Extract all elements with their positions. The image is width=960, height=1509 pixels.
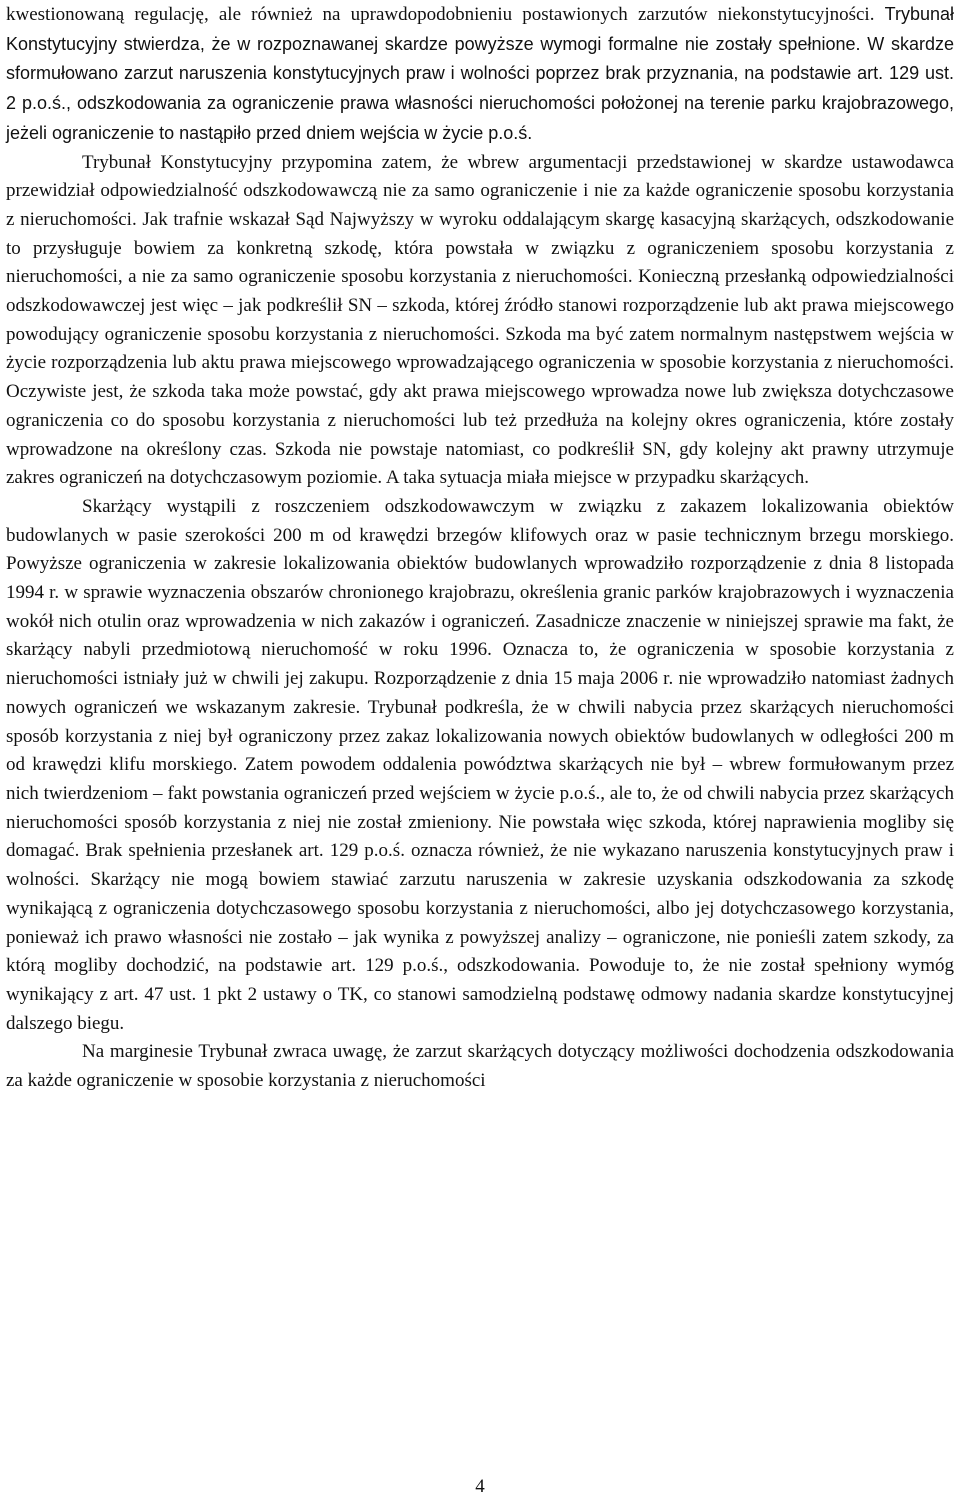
paragraph-3: Skarżący wystąpili z roszczeniem odszkodowawczym w związku z zakazem lokalizowania obiektów budowlanych w pasie szerokości 200 m od krawędzi brzegów klifowych oraz w pasie technicznym brzegu morskiego. Powyższe ograniczenia w zakresie lokalizowania obiektów budowlanych wprowadziło rozporządzenie z dnia 8 listopada 1994 r. w sprawie wyznaczenia obszarów chronionego krajobrazu, określenia granic parków krajobrazowych i wyznaczenia wokół nich otulin oraz wprowadzenia w nich zakazów i ograniczeń. Zasadnicze znaczenie w niniejszej sprawie ma fakt, że skarżący nabyli przedmiotową nieruchomość w roku 1996. Oznacza to, że ograniczenia w sposobie korzystania z nieruchomości istniały już w chwili jej zakupu. Rozporządzenie z dnia 15 maja 2006 r. nie wprowadziło natomiast żadnych nowych ograniczeń we wskazanym zakresie. Trybunał podkreśla, że w chwili nabycia przez skarżących nieruchomości sposób korzystania z niej był ograniczony przez zakaz lokalizowania nowych obiektów budowlanych w odległości 200 m od krawędzi klifu morskiego. Zatem powodem oddalenia powództwa skarżących nie był – wbrew formułowanym przez nich twierdzeniom – fakt powstania ograniczeń przed wejściem w życie p.o.ś., ale to, że od chwili nabycia przez skarżących nieruchomości sposób korzystania z niej nie został zmieniony. Nie powstała więc szkoda, której naprawienia mogliby się domagać. Brak spełnienia przesłanek art. 129 p.o.ś. oznacza również, że nie wykazano naruszenia konstytucyjnych praw i wolności. Skarżący nie mogą bowiem stawiać zarzutu naruszenia w zakresie uzyskania odszkodowania za szkodę wynikającą z ograniczenia dotychczasowego sposobu korzystania z nieruchomości, albo jej dotychczasowego korzystania, ponieważ ich prawo własności nie zostało – jak wynika z powyższej analizy – ograniczone, nie ponieśli zatem szkody, za którą mogliby dochodzić, na podstawie art. 129 p.o.ś., odszkodowania. Powoduje to, że nie został spełniony wymóg wynikający z art. 47 ust. 1 pkt 2 ustawy o TK, co stanowi samodzielną podstawę odmowy nadania skardze konstytucyjnej dalszego biegu. [6, 495, 954, 1034]
paragraph-1 [6, 0, 954, 149]
paragraph-4: Na marginesie Trybunał zwraca uwagę, że zarzut skarżących dotyczący możliwości dochodzenia odszkodowania za każde ograniczenie w sposobie korzystania z nieruchomości [6, 1041, 954, 1092]
paragraph-1-sans-text: Trybunał Konstytucyjny stwierdza, że w rozpoznawanej skardze powyższe wymogi formalne nie zostały spełnione. W skardze sformułowano zarzut naruszenia konstytucyjnych praw i wolności poprzez brak przyznania, na podstawie art. 129 ust. 2 p.o.ś., odszkodowania za ograniczenie prawa własności nieruchomości położonej na terenie parku krajobrazowego, jeżeli ograniczenie to nastąpiło przed dniem wejścia w życie p.o.ś. [6, 4, 954, 143]
page-number: 4 [475, 1476, 485, 1497]
paragraph-1-serif-text: kwestionowaną regulację, ale również na uprawdopodobnieniu postawionych zarzutów niekonstytucyjności. [6, 4, 885, 25]
document-page [6, 0, 954, 1096]
paragraph-2: Trybunał Konstytucyjny przypomina zatem, że wbrew argumentacji przedstawionej w skardze ustawodawca przewidział odpowiedzialność odszkodowawczą nie za samo ograniczenie i nie za każde ograniczenie sposobu korzystania z nieruchomości. Jak trafnie wskazał Sąd Najwyższy w wyroku oddalającym skargę kasacyjną skarżących, odszkodowanie to przysługuje bowiem za konkretną szkodę, która powstała w związku z ograniczeniem sposobu korzystania z nieruchomości, a nie za samo ograniczenie sposobu korzystania z nieruchomości. Konieczną przesłanką odpowiedzialności odszkodowawczej jest więc – jak podkreślił SN – szkoda, której źródło stanowi rozporządzenie lub akt prawa miejscowego powodujący ograniczenie sposobu korzystania z nieruchomości. Szkoda ma być zatem normalnym następstwem wejścia w życie rozporządzenia lub aktu prawa miejscowego wprowadzającego ograniczenia w sposobie korzystania z nieruchomości. Oczywiste jest, że szkoda taka może powstać, gdy akt prawa miejscowego wprowadza nowe lub zwiększa dotychczasowe ograniczenia co do sposobu korzystania z nieruchomości lub też przedłuża na kolejny okres ograniczenia, które zostały wprowadzone na określony czas. Szkoda nie powstaje natomiast, co podkreślił SN, gdy kolejny akt prawny utrzymuje zakres ograniczeń na dotychczasowym poziomie. A taka sytuacja miała miejsce w przypadku skarżących. [6, 151, 954, 489]
